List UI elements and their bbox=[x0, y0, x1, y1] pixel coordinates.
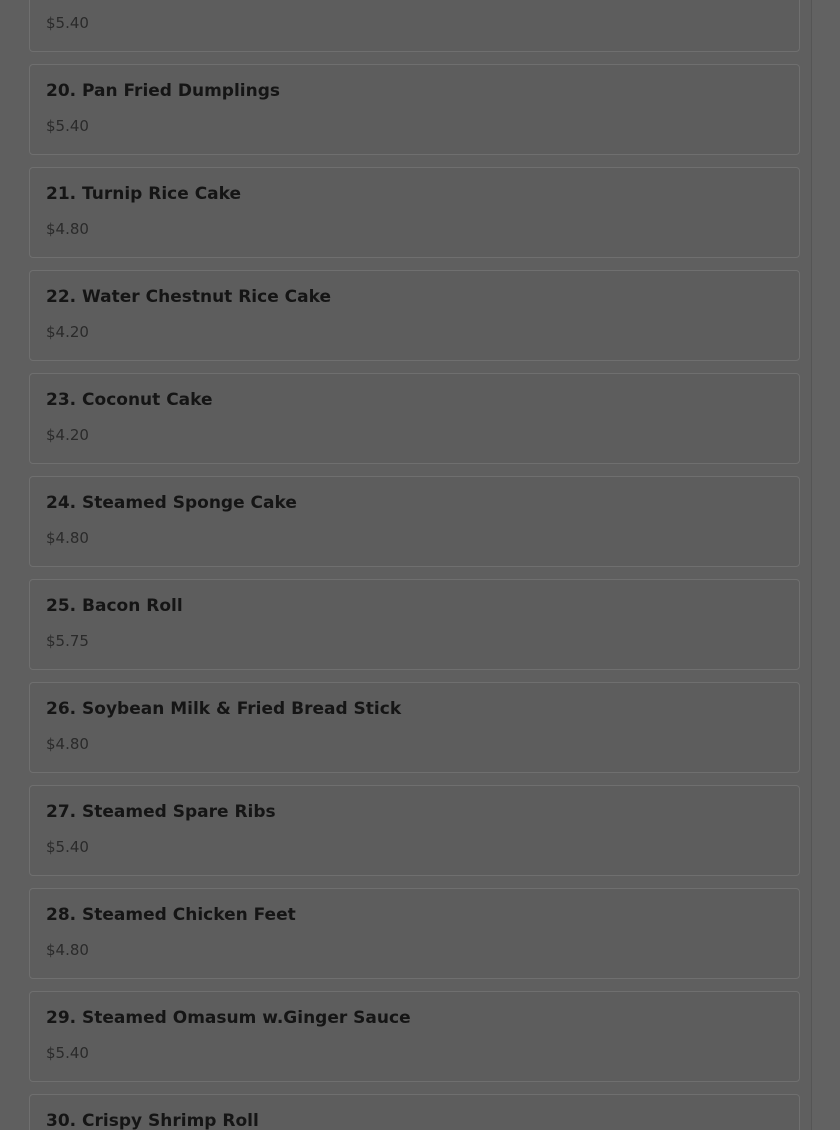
menu-item-card[interactable] bbox=[29, 785, 800, 876]
menu-item-price: $4.80 bbox=[46, 735, 89, 753]
menu-item-list bbox=[29, 0, 800, 1130]
menu-item-price: $5.75 bbox=[46, 632, 89, 650]
menu-item-name: 21. Turnip Rice Cake bbox=[46, 184, 242, 204]
menu-item-name: 25. Bacon Roll bbox=[46, 596, 183, 616]
menu-item-card[interactable] bbox=[29, 991, 800, 1082]
menu-item-price: $5.40 bbox=[46, 838, 89, 856]
menu-item-name: 27. Steamed Spare Ribs bbox=[46, 802, 276, 822]
page-scrollbar[interactable] bbox=[811, 0, 840, 1130]
menu-item-name: 20. Pan Fried Dumplings bbox=[46, 81, 281, 101]
menu-item-price: $4.20 bbox=[46, 323, 89, 341]
menu-item-name: 30. Crispy Shrimp Roll bbox=[46, 1111, 259, 1130]
menu-item-price: $5.40 bbox=[46, 14, 89, 32]
menu-item-name: 26. Soybean Milk & Fried Bread Stick bbox=[46, 699, 402, 719]
menu-item-name: 29. Steamed Omasum w.Ginger Sauce bbox=[46, 1008, 411, 1028]
menu-item-price: $4.20 bbox=[46, 426, 89, 444]
menu-item-name: 22. Water Chestnut Rice Cake bbox=[46, 287, 331, 307]
menu-item-card[interactable] bbox=[29, 1094, 800, 1130]
menu-item-card[interactable] bbox=[29, 476, 800, 567]
menu-item-card[interactable] bbox=[29, 270, 800, 361]
menu-item-price: $5.40 bbox=[46, 117, 89, 135]
menu-item-card[interactable] bbox=[29, 579, 800, 670]
menu-item-price: $4.80 bbox=[46, 529, 89, 547]
menu-item-price: $5.40 bbox=[46, 1044, 89, 1062]
menu-item-price: $4.80 bbox=[46, 220, 89, 238]
menu-item-card[interactable] bbox=[29, 373, 800, 464]
menu-item-name: 24. Steamed Sponge Cake bbox=[46, 493, 297, 513]
menu-item-card[interactable] bbox=[29, 888, 800, 979]
menu-item-name: 23. Coconut Cake bbox=[46, 390, 213, 410]
menu-item-card[interactable] bbox=[29, 167, 800, 258]
menu-item-card[interactable] bbox=[29, 682, 800, 773]
menu-item-card[interactable] bbox=[29, 0, 800, 52]
menu-item-name: 28. Steamed Chicken Feet bbox=[46, 905, 296, 925]
menu-item-card[interactable] bbox=[29, 64, 800, 155]
menu-item-price: $4.80 bbox=[46, 941, 89, 959]
